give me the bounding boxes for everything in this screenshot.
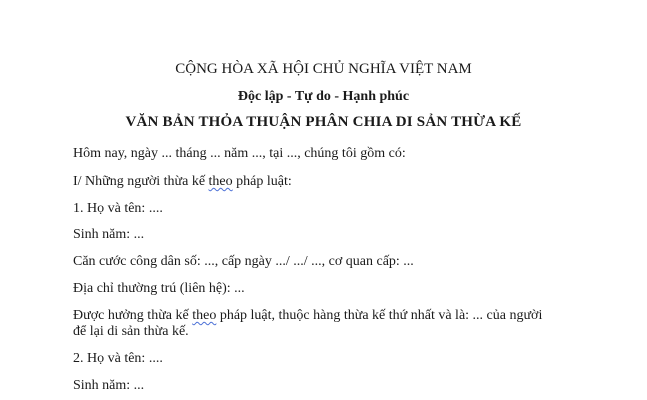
person1-birth-line: Sinh năm: ... [73,227,145,242]
document-title: VĂN BẢN THỎA THUẬN PHÂN CHIA DI SẢN THỪA KẾ [125,114,522,130]
person1-address-line: Địa chỉ thường trú (liên hệ): ... [73,281,245,296]
motto-heading: Độc lập - Tự do - Hạnh phúc [237,89,410,104]
section-heirs-suffix: pháp luật: [232,174,292,189]
spellcheck-word: theo [192,308,217,323]
person2-name-line: 2. Họ và tên: .... [73,351,163,366]
person1-inherit-prefix: Được hưởng thừa kế [73,308,193,323]
intro-line: Hôm nay, ngày ... tháng ... năm ..., tại ..., chúng tôi gồm có: [73,146,406,161]
person1-inherit-suffix: pháp luật, thuộc hàng thừa kế thứ nhất và là: ... của người [216,308,543,323]
country-heading: CỘNG HÒA XÃ HỘI CHỦ NGHĨA VIỆT NAM [175,61,472,77]
person1-id-line: Căn cước công dân số: ..., cấp ngày .../ .../ ..., cơ quan cấp: ... [73,254,414,269]
person2-birth-line: Sinh năm: ... [73,378,145,393]
person1-inherit-line [73,308,542,324]
person1-inherit-line-2: để lại di sản thừa kế. [73,324,189,339]
section-heirs-heading [73,174,292,190]
spellcheck-word: theo [208,174,233,189]
person1-name-line: 1. Họ và tên: .... [73,201,163,216]
section-heirs-prefix: I/ Những người thừa kế [73,174,209,189]
